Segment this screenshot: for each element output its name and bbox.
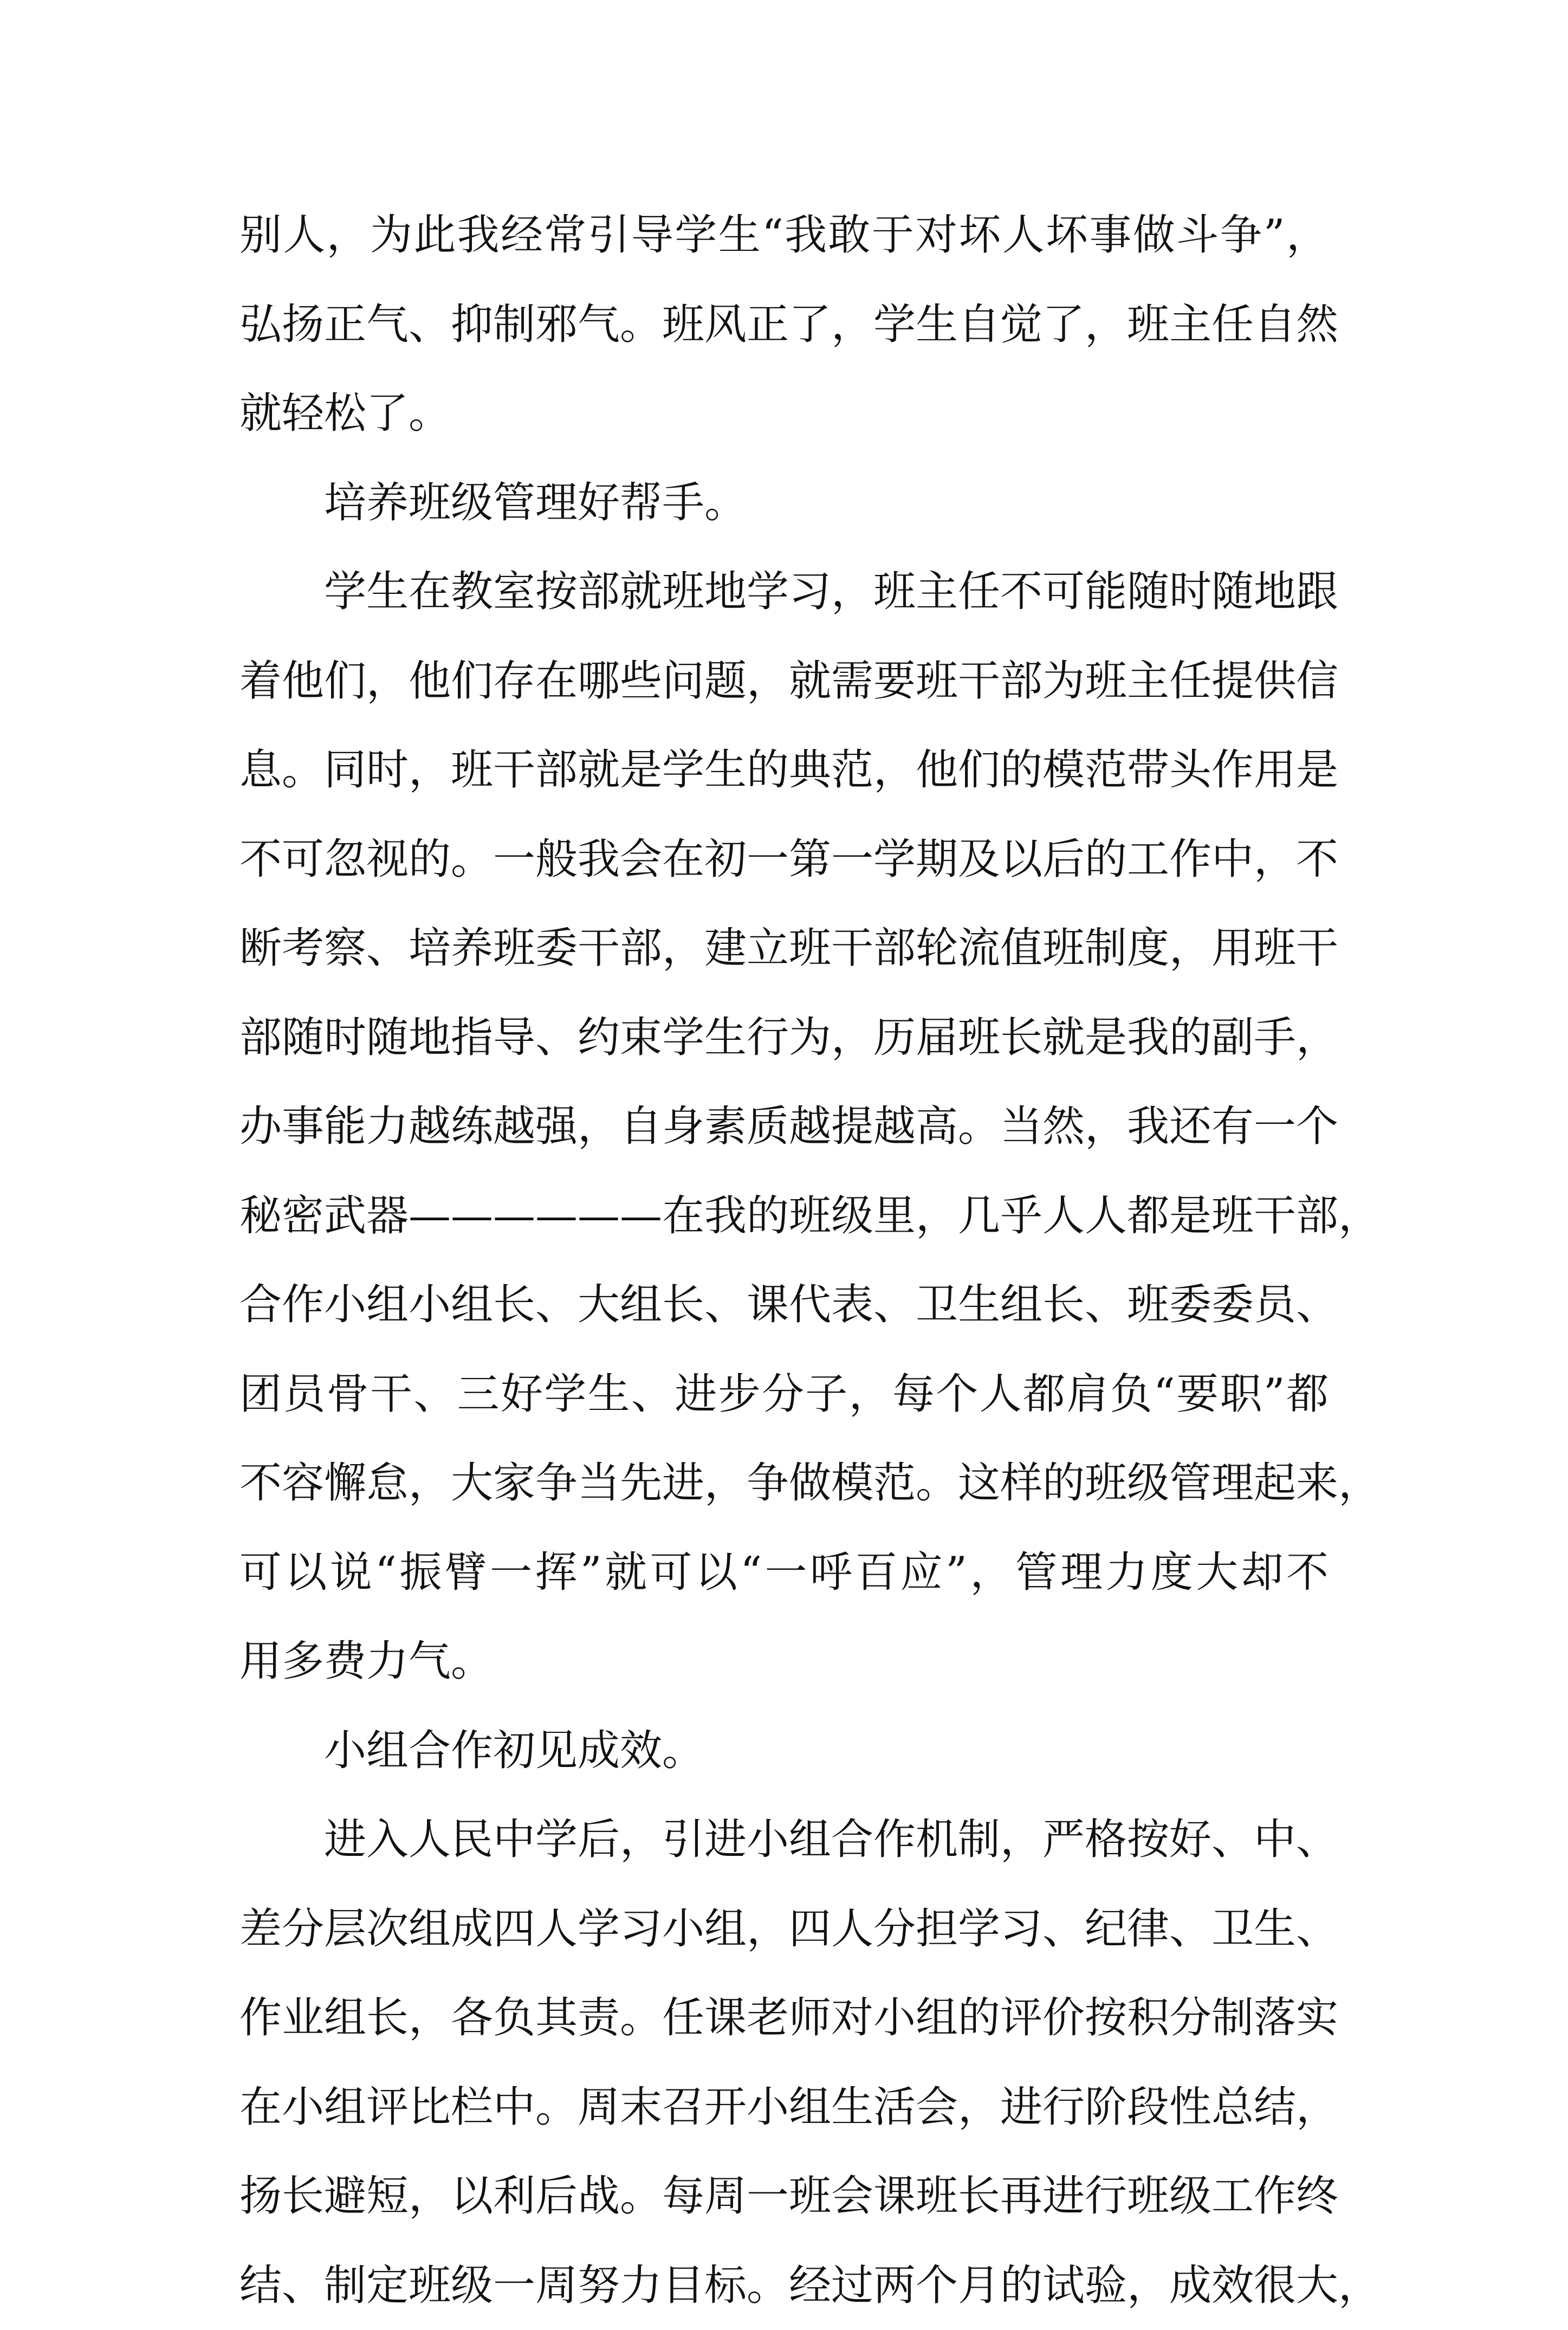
text-line: 秘密武器——————在我的班级里，几乎人人都是班干部， <box>239 1172 1329 1261</box>
text-line: 弘扬正气、抑制邪气。班风正了，学生自觉了，班主任自然 <box>239 280 1329 370</box>
text-line: 部随时随地指导、约束学生行为，历届班长就是我的副手， <box>239 993 1329 1083</box>
paragraph <box>239 1706 1329 1796</box>
text-line: 作业组长，各负其责。任课老师对小组的评价按积分制落实 <box>239 1973 1329 2063</box>
paragraph <box>239 547 1329 1706</box>
text-line: 小组合作初见成效。 <box>239 1706 1329 1796</box>
document-body <box>239 191 1329 2330</box>
text-line: 断考察、培养班委干部，建立班干部轮流值班制度，用班干 <box>239 904 1329 993</box>
text-line: 扬长避短，以利后战。每周一班会课班长再进行班级工作终 <box>239 2152 1329 2241</box>
text-line: 差分层次组成四人学习小组，四人分担学习、纪律、卫生、 <box>239 1885 1329 1974</box>
paragraph <box>239 191 1329 458</box>
text-line: 着他们，他们存在哪些问题，就需要班干部为班主任提供信 <box>239 637 1329 726</box>
text-line: 不容懈怠，大家争当先进，争做模范。这样的班级管理起来， <box>239 1439 1329 1528</box>
text-line: 用多费力气。 <box>239 1617 1329 1706</box>
text-line: 办事能力越练越强，自身素质越提越高。当然，我还有一个 <box>239 1082 1329 1172</box>
text-line: 可以说“振臂一挥”就可以“一呼百应”，管理力度大却不 <box>239 1528 1329 1617</box>
text-line: 息。同时，班干部就是学生的典范，他们的模范带头作用是 <box>239 726 1329 815</box>
paragraph <box>239 1795 1329 2330</box>
text-line: 团员骨干、三好学生、进步分子，每个人都肩负“要职”都 <box>239 1350 1329 1439</box>
text-line: 不可忽视的。一般我会在初一第一学期及以后的工作中，不 <box>239 815 1329 904</box>
text-line: 进入人民中学后，引进小组合作机制，严格按好、中、 <box>239 1795 1329 1885</box>
text-line: 培养班级管理好帮手。 <box>239 458 1329 548</box>
paragraph <box>239 458 1329 548</box>
text-line: 别人，为此我经常引导学生“我敢于对坏人坏事做斗争”， <box>239 191 1329 280</box>
text-line: 结、制定班级一周努力目标。经过两个月的试验，成效很大， <box>239 2241 1329 2330</box>
text-line: 就轻松了。 <box>239 369 1329 458</box>
text-line: 在小组评比栏中。周末召开小组生活会，进行阶段性总结， <box>239 2063 1329 2152</box>
text-line: 合作小组小组长、大组长、课代表、卫生组长、班委委员、 <box>239 1260 1329 1350</box>
text-line: 学生在教室按部就班地学习，班主任不可能随时随地跟 <box>239 547 1329 637</box>
